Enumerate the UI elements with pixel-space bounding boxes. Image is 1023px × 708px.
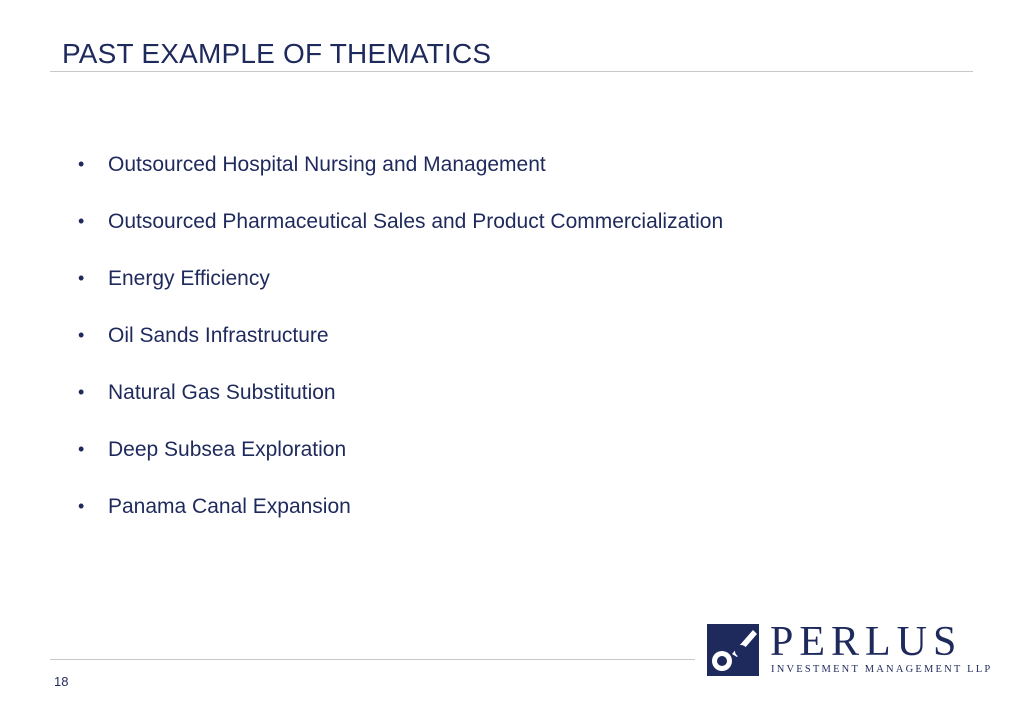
page-number: 18 bbox=[54, 674, 69, 689]
bullet-dot: • bbox=[78, 496, 85, 516]
logo-tagline: INVESTMENT MANAGEMENT LLP bbox=[771, 664, 993, 675]
slide-title: PAST EXAMPLE OF THEMATICS bbox=[62, 38, 492, 69]
title-divider bbox=[50, 71, 973, 72]
list-item bbox=[78, 250, 723, 307]
list-item-text: Oil Sands Infrastructure bbox=[108, 323, 329, 347]
bullet-dot: • bbox=[78, 268, 85, 288]
bullet-dot: • bbox=[78, 439, 85, 459]
list-item-text: Outsourced Hospital Nursing and Management bbox=[108, 152, 546, 176]
list-item bbox=[78, 193, 723, 250]
list-item bbox=[78, 136, 723, 193]
company-logo bbox=[707, 619, 993, 678]
footer-divider bbox=[50, 659, 695, 660]
bullet-list bbox=[78, 136, 723, 535]
list-item bbox=[78, 307, 723, 364]
list-item-text: Energy Efficiency bbox=[108, 266, 270, 290]
bullet-dot: • bbox=[78, 211, 85, 231]
list-item-text: Panama Canal Expansion bbox=[108, 494, 351, 518]
list-item-text: Outsourced Pharmaceutical Sales and Product Commercialization bbox=[108, 209, 724, 233]
bullet-dot: • bbox=[78, 154, 85, 174]
perlus-emblem-icon bbox=[707, 624, 759, 676]
logo-wordmark: PERLUS bbox=[770, 619, 963, 665]
list-item-text: Natural Gas Substitution bbox=[108, 380, 336, 404]
bullet-dot: • bbox=[78, 382, 85, 402]
list-item bbox=[78, 421, 723, 478]
list-item-text: Deep Subsea Exploration bbox=[108, 437, 347, 461]
bullet-dot: • bbox=[78, 325, 85, 345]
list-item bbox=[78, 478, 723, 535]
list-item bbox=[78, 364, 723, 421]
